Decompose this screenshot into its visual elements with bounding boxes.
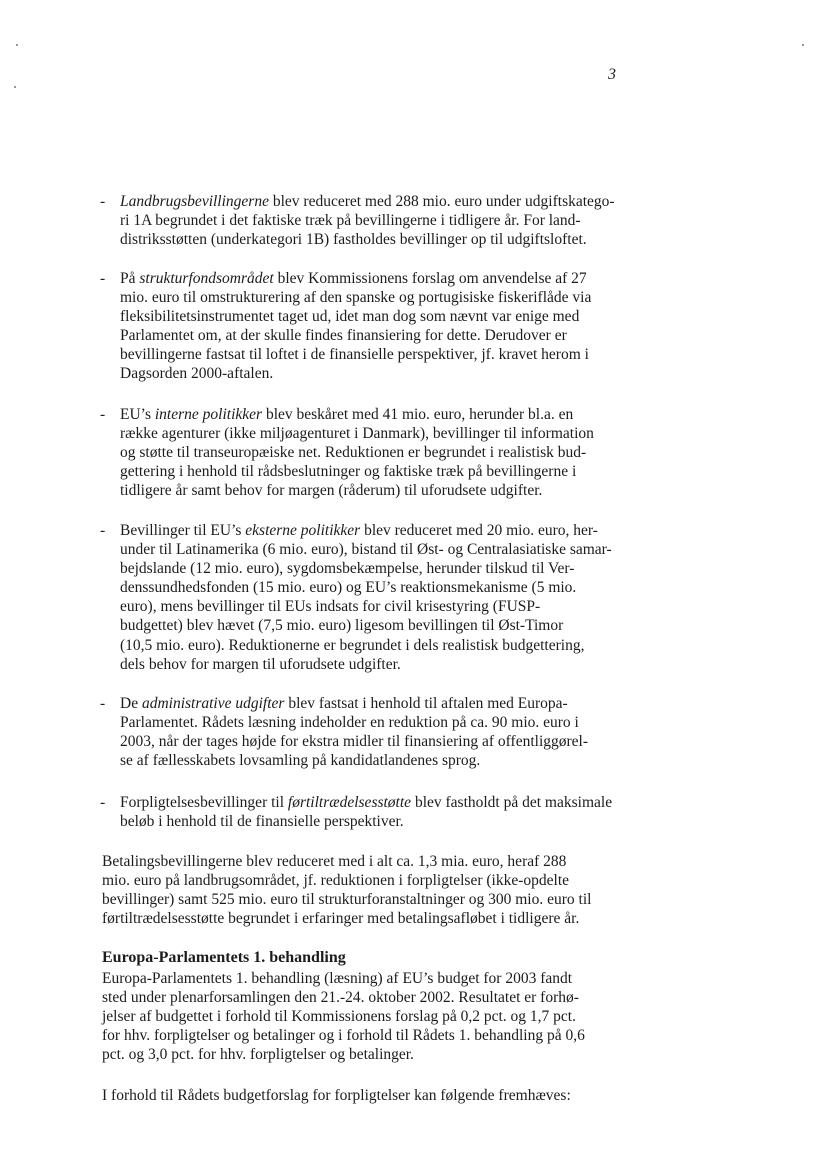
section-heading: Europa-Parlamentets 1. behandling [102, 949, 346, 966]
bullet-body: blev reduceret med 20 mio. euro, her- under til Latinamerika (6 mio. euro), bistand til Øst- og Centralasiatiske samar- bejdslande (12 mio. euro), sygdomsbekæmpelse, herunder tilskud til Ver- denssundhedsfonden (15 mio. euro) og EU’s reaktionsmekanisme (5 mio. euro), mens bevillinger til EUs indsats for civil krisestyring (FUSP- budgettet) blev hævet (7,5 mio. euro) ligesom bevillingen til Øst-Timor (10,5 mio. euro). Reduktionerne er begrundet i dels realistisk budgettering, dels behov for margen til uforudsete udgifter. [120, 522, 612, 673]
bullet-body: blev fastsat i henhold til aftalen med Europa- Parlamentet. Rådets læsning indeholder en reduktion på ca. 90 mio. euro i 2003, når der tages højde for ekstra midler til finansiering af offentliggørel- se af fællesskabets lovsamling på kandidatlandenes sprog. [120, 695, 589, 770]
bullet-lead: Forpligtelsesbevillinger til [120, 794, 288, 811]
bullet-text [120, 192, 660, 249]
bullet-emphasis: eksterne politikker [245, 522, 361, 539]
bullet-text [120, 269, 660, 384]
bullet-text [120, 521, 660, 674]
paragraph-last: I forhold til Rådets budgetforslag for forpligtelser kan følgende fremhæves: [102, 1087, 571, 1104]
bullet-lead: På [120, 270, 140, 287]
bullet-emphasis: førtiltrædelsesstøtte [287, 794, 412, 811]
bullet-item-administrative [100, 694, 660, 770]
bullet-emphasis: interne politikker [154, 406, 263, 423]
bullet-lead: Bevillinger til EU’s [120, 522, 246, 539]
bullet-dash: - [100, 406, 106, 423]
paragraph-payments: Betalingsbevillingerne blev reduceret med i alt ca. 1,3 mia. euro, heraf 288 mio. euro på landbrugsområdet, jf. reduktionen i forpligtelser (ikke-opdelte bevillinger) samt 525 mio. euro til strukturforanstaltninger og 300 mio. euro til førtiltrædelsesstøtte begrundet i erfaringer med betalingsafløbet i tidligere år. [102, 853, 592, 928]
bullet-item-agriculture [100, 192, 660, 249]
bullet-text [120, 694, 660, 770]
bullet-body: blev beskåret med 41 mio. euro, herunder bl.a. en række agenturer (ikke miljøagenturet i Danmark), bevillinger til information og støtte til transeuropæiske net. Reduktionen er begrundet i realistisk bud- gettering i henhold til rådsbeslutninger og faktiske træk på bevillingerne i tidligere år samt behov for margen (råderum) til uforudsete udgifter. [120, 406, 594, 500]
bullet-dash: - [100, 193, 106, 210]
bullet-text [120, 793, 660, 831]
bullet-lead: De [120, 695, 142, 712]
bullet-emphasis: administrative udgifter [141, 695, 285, 712]
bullet-body: blev reduceret med 288 mio. euro under udgiftskatego- ri 1A begrundet i det faktiske træk på bevillingerne i tidligere år. For land- distriksstøtten (underkategori 1B) fastholdes bevillinger op til udgiftsloftet. [120, 193, 615, 249]
scan-speck [802, 44, 804, 46]
bullet-item-structural-funds [100, 269, 660, 384]
bullet-dash: - [100, 270, 106, 287]
bullet-dash: - [100, 695, 106, 712]
scan-speck [16, 44, 18, 46]
bullet-text [120, 405, 660, 500]
bullet-lead: EU’s [120, 406, 155, 423]
bullet-item-pre-accession [100, 793, 660, 831]
bullet-emphasis: strukturfondsområdet [139, 270, 274, 287]
bullet-dash: - [100, 522, 106, 539]
bullet-item-internal-policies [100, 405, 660, 500]
bullet-body: blev Kommissionens forslag om anvendelse af 27 mio. euro til omstrukturering af den spanske og portugisiske fiskeriflåde via fleksibilitetsinstrumentet taget ud, idet man dog som nævnt var enige med Parlamentet om, at der skulle findes finansiering for dette. Derudover er bevillingerne fastsat til loftet i de finansielle perspektiver, jf. kravet herom i Dagsorden 2000-aftalen. [120, 270, 592, 383]
bullet-emphasis: Landbrugsbevillingerne [120, 193, 269, 210]
bullet-dash: - [100, 794, 106, 811]
bullet-body: blev fastholdt på det maksimale beløb i henhold til de finansielle perspektiver. [120, 794, 613, 831]
scan-speck [14, 86, 16, 88]
paragraph-parliament: Europa-Parlamentets 1. behandling (læsning) af EU’s budget for 2003 fandt sted under plenarforsamlingen den 21.-24. oktober 2002. Resultatet er forhø- jelser af budgettet i forhold til Kommissionens forslag på 0,2 pct. og 1,7 pct. for hhv. forpligtelser og betalinger og i forhold til Rådets 1. behandling på 0,6 pct. og 3,0 pct. for hhv. forpligtelser og betalinger. [102, 970, 585, 1064]
bullet-item-external-policies [100, 521, 660, 674]
page-number: 3 [608, 66, 616, 83]
